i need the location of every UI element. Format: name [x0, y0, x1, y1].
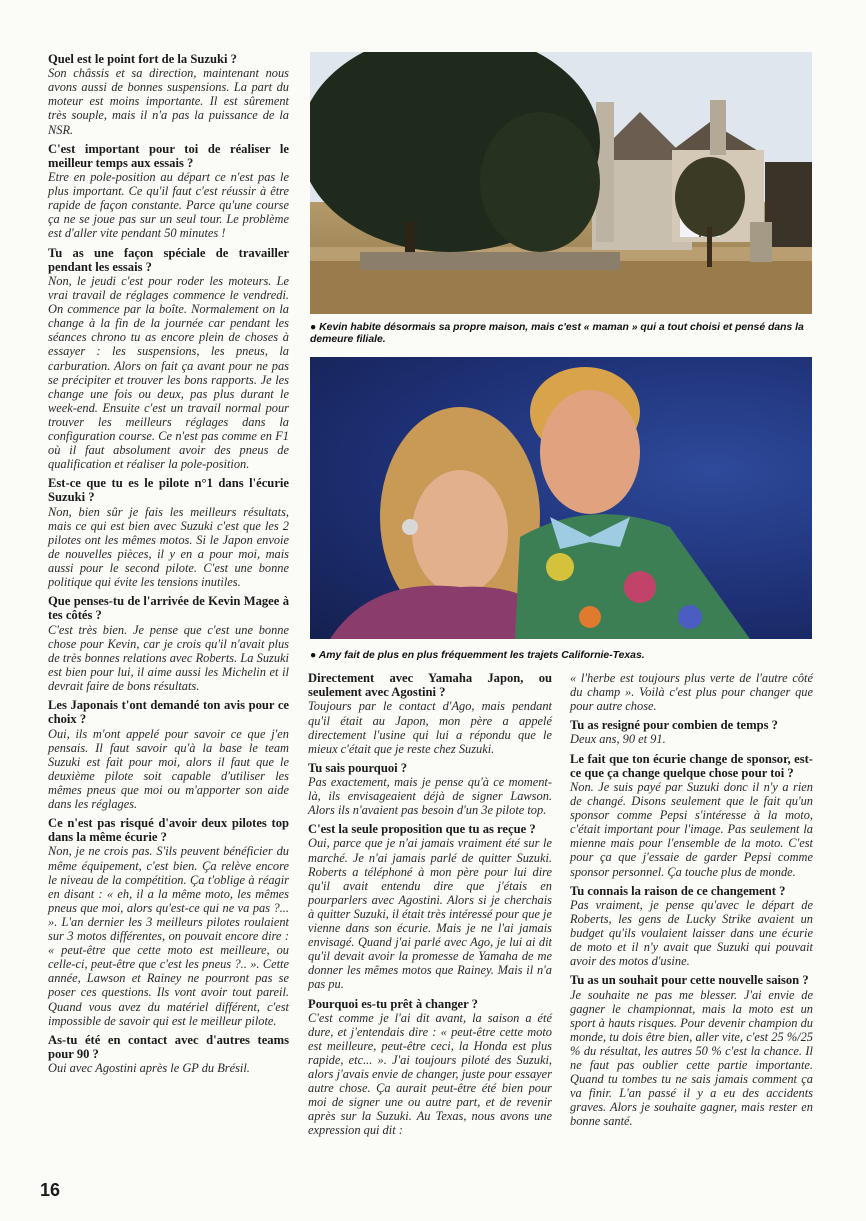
question: Les Japonais t'ont demandé ton avis pour ce choix ? — [48, 698, 289, 727]
question: Que penses-tu de l'arrivée de Kevin Magee à tes côtés ? — [48, 594, 289, 623]
answer: Pas exactement, mais je pense qu'à ce moment-là, ils envisageaient déjà de signer Lawson. Alors ils n'avaient pas besoin d'un 3e pilote top. — [308, 774, 552, 818]
question: Quel est le point fort de la Suzuki ? — [48, 52, 237, 66]
question: Tu as resigné pour combien de temps ? — [570, 718, 778, 733]
answer: Non, le jeudi c'est pour roder les moteurs. Le vrai travail de réglages commence le vendredi. On commence par la boîte. Normalement on la change à la fin de la journée car pendant les séances chrono tu as encore plein de choses à essayer : les suspensions, les pneus, la carburation. Alors on fait ça avant pour ne pas se précipiter et trouver les bons rapports. Je les change une fois ou deux, pas plus durant le week-end. Ensuite c'est un travail normal pour trouver les meilleurs réglages dans la configuration course. Ce n'est pas comme en F1 où il faut absolument avoir des pneus de qualification et réaliser la pole-position. — [48, 273, 289, 472]
column-2 — [308, 671, 552, 1143]
house-photo — [310, 52, 812, 314]
question: Est-ce que tu es le pilote n°1 dans l'écurie Suzuki ? — [48, 476, 289, 505]
answer: Etre en pole-position au départ ce n'est pas le plus important. Ce qu'il faut c'est réussir à être rapide de façon constante. Parce qu'une course ça ne se joue pas sur un seul tour. Le problème est d'aller vite pendant 50 minutes ! — [48, 170, 289, 241]
answer: Pas vraiment, je pense qu'avec le départ de Roberts, les gens de Lucky Strike avaient un budget qu'ils voulaient laisser dans une écurie de moto et il n'y avait que Suzuki qui pouvait avoir des motos d'usine. — [570, 897, 813, 969]
column-1 — [48, 52, 289, 1080]
question: Ce n'est pas risqué d'avoir deux pilotes top dans la même écurie ? — [48, 816, 289, 845]
column-3 — [570, 671, 813, 1133]
photo-caption: ● Kevin habite désormais sa propre maison, mais c'est « maman » qui a tout choisi et pensé dans la demeure filiale. — [310, 322, 804, 346]
question: Pourquoi es-tu prêt à changer ? — [308, 996, 478, 1011]
answer: Non, bien sûr je fais les meilleurs résultats, mais ce qui est bien avec Suzuki c'est que les 2 pilotes ont les mêmes motos. Si le Japon envoie de nouvelles pièces, il y en a pour moi, mais aussi pour le second pilote. C'est une bonne politique qui évite les tensions inutiles. — [48, 504, 289, 590]
answer: Toujours par le contact d'Ago, mais pendant qu'il était au Japon, mon père a appelé directement l'usine qui lui a répondu que le mieux c'était que je reste chez Suzuki. — [308, 699, 552, 756]
question: Directement avec Yamaha Japon, ou seulement avec Agostini ? — [308, 671, 552, 700]
question: C'est la seule proposition que tu as reçue ? — [308, 822, 536, 837]
page-number: 16 — [40, 1180, 61, 1200]
answer: « l'herbe est toujours plus verte de l'autre côté du champ ». Voilà c'est plus pour changer que pour autre chose. — [570, 671, 813, 714]
answer: Oui, parce que je n'ai jamais vraiment été sur le marché. Je n'ai jamais parlé de quitter Suzuki. Roberts a téléphoné à mon père pour lui dire qu'il avait entendu dire que j'étais en pourparlers avec Agostini. Alors si je cherchais à quitter Suzuki, il était très intéressé pour que je vienne dans son écurie. Mais je ne l'ai jamais envisagé. Quand j'ai parlé avec Ago, je lui ai dit qu'il devait avoir la promesse de Yamaha de me donner les mêmes motos que Rainey. Mais il n'a pas pu. — [308, 836, 552, 992]
photo-caption: ● Amy fait de plus en plus fréquemment les trajets Californie-Texas. — [310, 650, 645, 661]
answer: Deux ans, 90 et 91. — [570, 732, 666, 747]
answer: Oui avec Agostini après le GP du Brésil. — [48, 1061, 250, 1076]
answer: Non. Je suis payé par Suzuki donc il n'y a rien de changé. Disons seulement que le fait qu'un sponsor comme Pepsi s'intéresse à la moto, c'était important pour l'image. Pas seulement la mienne mais pour l'ensemble de la moto. C'est pour ça que j'essaie de garder Pepsi comme sponsor personnel. Ça touche plus de monde. — [570, 779, 813, 879]
question: C'est important pour toi de réaliser le meilleur temps aux essais ? — [48, 141, 289, 170]
question: As-tu été en contact avec d'autres teams pour 90 ? — [48, 1032, 289, 1061]
answer: C'est très bien. Je pense que c'est une bonne chose pour Kevin, car je crois qu'il n'avait plus de très bonnes relations avec Roberts. La Suzuki est bien pour lui, il aime aussi les Michelin et il devrait faire de bons résultats. — [48, 622, 289, 694]
answer: C'est comme je l'ai dit avant, la saison a été dure, et j'entendais dire : « peut-être cette moto est meilleure, peut-être ceci, la Honda est plus rapide, etc... ». J'ai toujours piloté des Suzuki, alors j'avais envie de changer, juste pour essayer autre chose. Ça aurait peut-être été bien pour moi de signer une ou autre part, et de revenir après sur la Suzuki. Au Texas, nous avons une expression qui dit : — [308, 1010, 552, 1138]
question: Tu connais la raison de ce changement ? — [570, 883, 786, 898]
answer: Non, je ne crois pas. S'ils peuvent bénéficier du même équipement, c'est bien. Ça relève encore le niveau de la compétition. Ça t'oblige à réagir en disant : « eh, il a la même moto, les mêmes pneus que moi, alors qu'est-ce qui ne va pas ?... ». L'an dernier les 3 meilleurs pilotes roulaient sur 3 motos différentes, on pouvait encore dire : « peut-être que cette moto est meilleure, ou celle-ci, peut-être que c'est les pneus ?.. ». Cette année, Lawson et Rainey ne pourront pas se poser ces questions. Ils vont avoir tout pareil. Quand vous avez du matériel différent, c'est impossible de savoir qui est le meilleur pilote. — [48, 844, 289, 1028]
question: Tu sais pourquoi ? — [308, 760, 408, 775]
couple-photo — [310, 357, 812, 639]
answer: Je souhaite ne pas me blesser. J'ai envie de gagner le championnat, mais la moto est un sport à hauts risques. Pour devenir champion du monde, tu dois être bien, aller vite, c'est 25 %/25 % du résultat, les autres 50 % c'est la chance. Il ne faut pas oublier cette partie importante. Quand tu tombes tu ne sais jamais comment ça va finir. L'an passé il y a eu des accidents graves. Alors je souhaite gagner, mais rester en bonne santé. — [570, 987, 813, 1129]
answer: Son châssis et sa direction, maintenant nous avons aussi de bonnes suspensions. La part du moteur est moins importante. Il est sûrement très souple, mais il n'a pas la puissance de la NSR. — [48, 66, 289, 137]
question: Le fait que ton écurie change de sponsor, est-ce que ça change quelque chose pour toi ? — [570, 751, 813, 780]
question: Tu as un souhait pour cette nouvelle saison ? — [570, 973, 809, 988]
question: Tu as une façon spéciale de travailler pendant les essais ? — [48, 245, 289, 274]
answer: Oui, ils m'ont appelé pour savoir ce que j'en pensais. Il faut savoir qu'à la base le team Suzuki est fait pour moi, alors il faut que le deuxième pilote soit capable d'utiliser les mêmes pneus que moi ou m'apporter son aide dans les réglages. — [48, 726, 289, 811]
